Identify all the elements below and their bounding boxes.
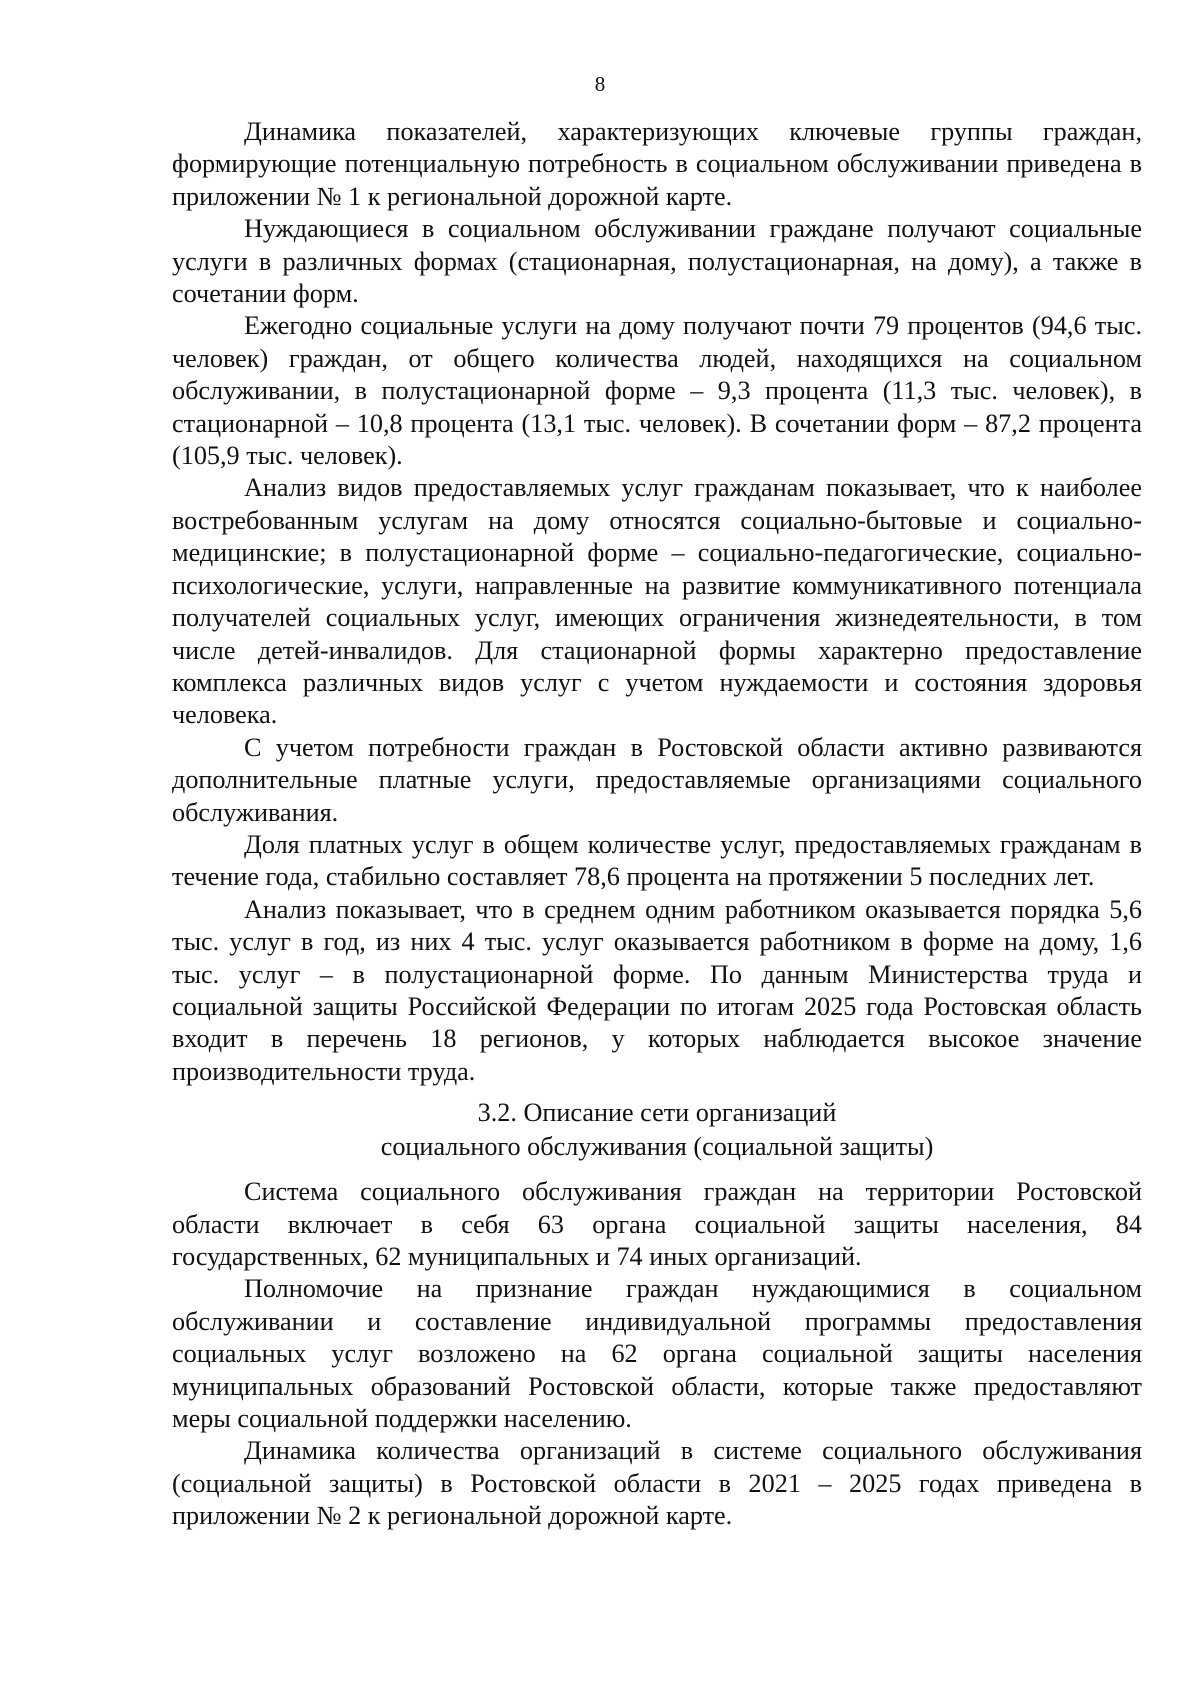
paragraph: С учетом потребности граждан в Ростовской области активно развиваются дополнительные платные услуги, предоставляемые организациями социального обслуживания. [172, 732, 1142, 827]
paragraph: Анализ видов предоставляемых услуг гражданам показывает, что к наиболее востребованным услугам на дому относятся социально-бытовые и социально-медицинские; в полустационарной форме – социально-педагогические, социально-психологические, услуги, направленные на развитие коммуникативного потенциала получателей социальных услуг, имеющих ограничения жизнедеятельности, в том числе детей-инвалидов. Для стационарной формы характерно предоставление комплекса различных видов услуг с учетом нуждаемости и состояния здоровья человека. [172, 473, 1142, 730]
paragraph: Доля платных услуг в общем количестве услуг, предоставляемых гражданам в течение года, стабильно составляет 78,6 процента на протяжении 5 последних лет. [172, 829, 1142, 892]
section-heading [172, 1096, 1142, 1164]
paragraph: Нуждающиеся в социальном обслуживании граждане получают социальные услуги в различных формах (стационарная, полустационарная, на дому), а также в сочетании форм. [172, 214, 1142, 309]
page-number: 8 [594, 72, 606, 96]
paragraph: Полномочие на признание граждан нуждающимися в социальном обслуживании и составление индивидуальной программы предоставления социальных услуг возложено на 62 органа социальной защиты населения муниципальных образований Ростовской области, которые также предоставляют меры социальной поддержки населению. [172, 1274, 1142, 1434]
paragraph: Динамика количества организаций в системе социального обслуживания (социальной защиты) в Ростовской области в 2021 – 2025 годах приведена в приложении № 2 к региональной дорожной карте. [172, 1436, 1142, 1531]
paragraph: Динамика показателей, характеризующих ключевые группы граждан, формирующие потенциальную потребность в социальном обслуживании приведена в приложении № 1 к региональной дорожной карте. [172, 117, 1142, 211]
section-heading-line-2: социального обслуживания (социальной защиты) [380, 1132, 934, 1162]
paragraph: Анализ показывает, что в среднем одним работником оказывается порядка 5,6 тыс. услуг в год, из них 4 тыс. услуг оказывается работником в форме на дому, 1,6 тыс. услуг – в полустационарной форме. По данным Министерства труда и социальной защиты Российской Федерации по итогам 2025 года Ростовская область входит в перечень 18 регионов, у которых наблюдается высокое значение производительности труда. [172, 894, 1142, 1086]
document-body [172, 116, 1142, 1533]
paragraph: Система социального обслуживания граждан на территории Ростовской области включает в себя 63 органа социальной защиты населения, 84 государственных, 62 муниципальных и 74 иных организаций. [172, 1177, 1142, 1271]
paragraph: Ежегодно социальные услуги на дому получают почти 79 процентов (94,6 тыс. человек) граждан, от общего количества людей, находящихся на социальном обслуживании, в полустационарной форме – 9,3 процента (11,3 тыс. человек), в стационарной – 10,8 процента (13,1 тыс. человек). В сочетании форм – 87,2 процента (105,9 тыс. человек). [172, 311, 1142, 471]
section-heading-line-1: 3.2. Описание сети организаций [477, 1098, 837, 1128]
